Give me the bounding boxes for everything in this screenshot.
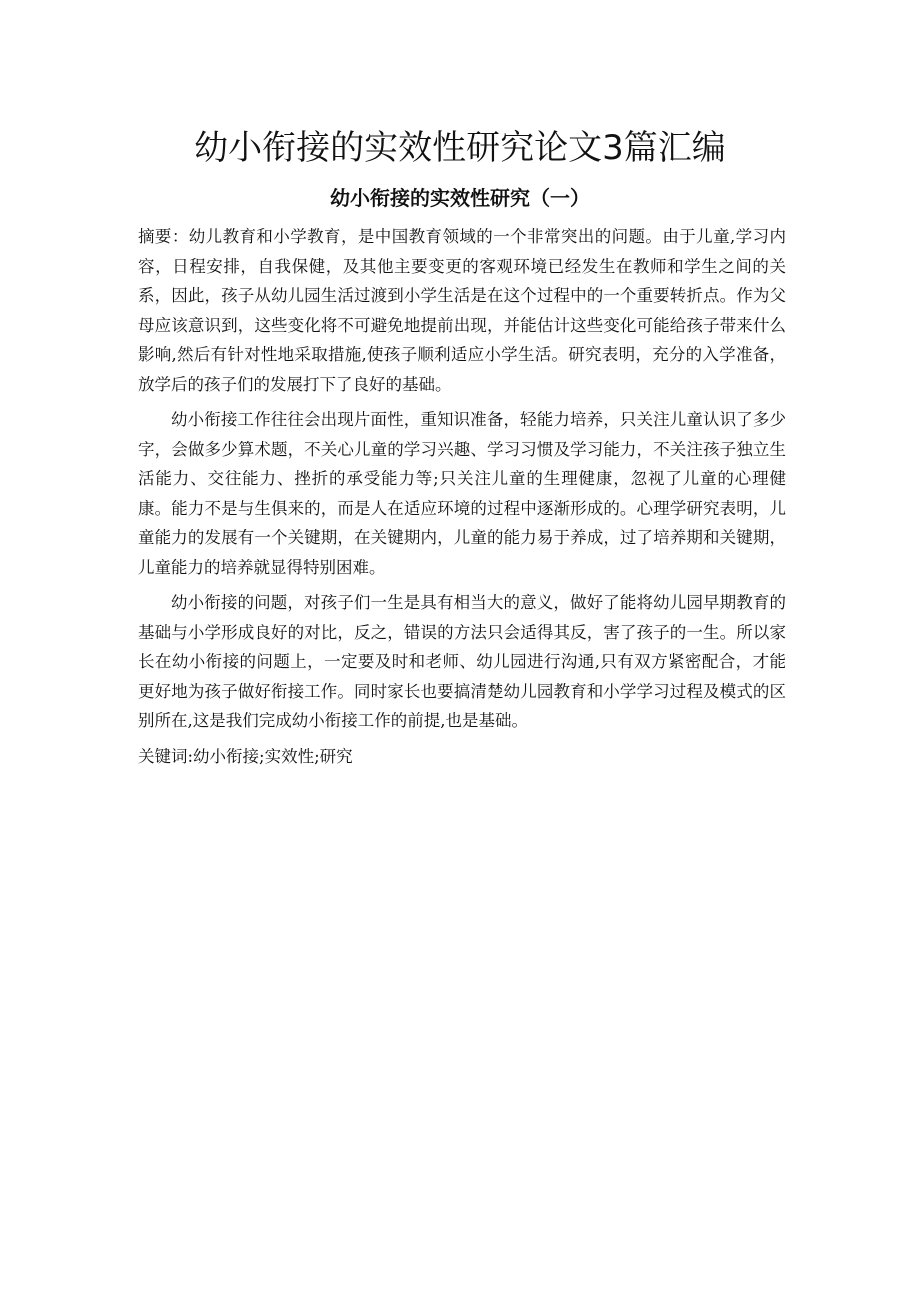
keywords-line: 关键词:幼小衔接;实效性;研究 <box>138 746 353 766</box>
abstract-paragraph: 摘要：幼儿教育和小学教育，是中国教育领域的一个非常突出的问题。由于儿童,学习内容，日程安排，自我保健，及其他主要变更的客观环境已经发生在教师和学生之间的关系，因此，孩子从幼儿园生活过渡到小学生活是在这个过程中的一个重要转折点。作为父母应该意识到，这些变化将不可避免地提前出现，并能估计这些变化可能给孩子带来什么影响,然后有针对性地采取措施,使孩子顺利适应小学生活。研究表明，充分的入学准备，放学后的孩子们的发展打下了良好的基础。 <box>138 227 786 394</box>
body-paragraph-2: 幼小衔接的问题，对孩子们一生是具有相当大的意义，做好了能将幼儿园早期教育的基础与小学形成良好的对比，反之，错误的方法只会适得其反，害了孩子的一生。所以家长在幼小衔接的问题上，一定要及时和老师、幼儿园进行沟通,只有双方紧密配合，才能更好地为孩子做好衔接工作。同时家长也要搞清楚幼儿园教育和小学学习过程及模式的区别所在,这是我们完成幼小衔接工作的前提,也是基础。 <box>138 593 786 730</box>
document-title: 幼小衔接的实效性研究论文3篇汇编 <box>194 128 726 168</box>
body-paragraph-1: 幼小衔接工作往往会出现片面性，重知识准备，轻能力培养，只关注儿童认识了多少字，会做多少算术题，不关心儿童的学习兴趣、学习习惯及学习能力，不关注孩子独立生活能力、交往能力、挫折的承受能力等;只关注儿童的生理健康，忽视了儿童的心理健康。能力不是与生俱来的，而是人在适应环境的过程中逐渐形成的。心理学研究表明，儿童能力的发展有一个关键期，在关键期内，儿童的能力易于养成，过了培养期和关键期，儿童能力的培养就显得特别困难。 <box>138 410 786 577</box>
section-heading: 幼小衔接的实效性研究（一） <box>330 186 590 210</box>
document-body <box>138 222 786 777</box>
